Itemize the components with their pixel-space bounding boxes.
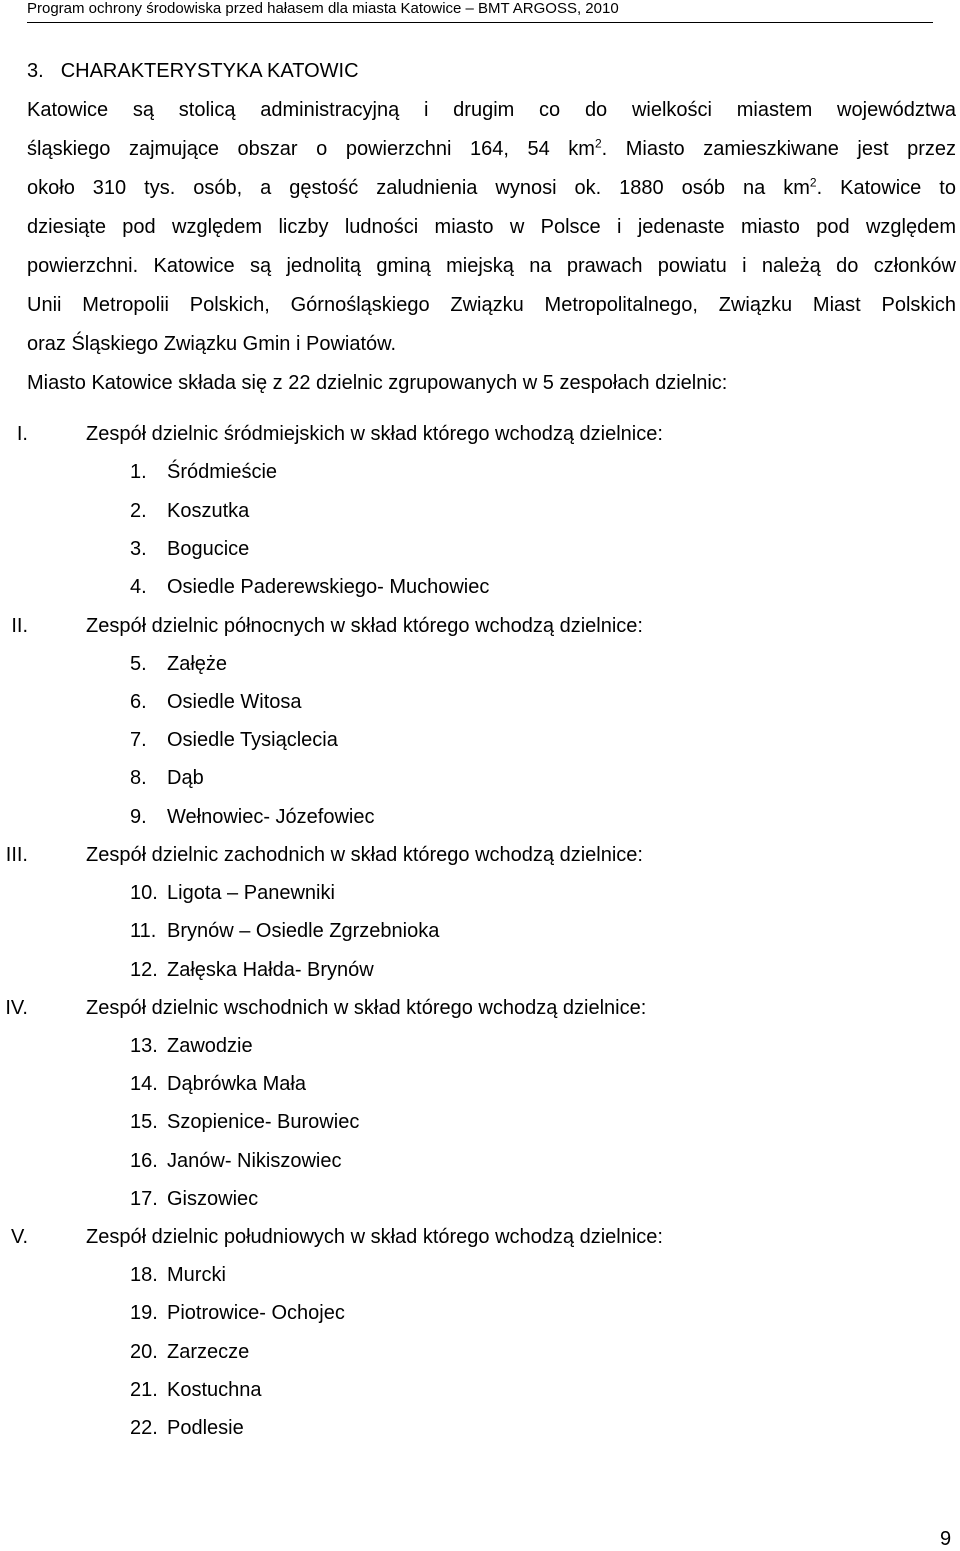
list-item: 15. Szopienice- Burowiec xyxy=(130,1111,360,1133)
paragraph-line: około 310 tys. osób, a gęstość zaludnienia wynosi ok. 1880 osób na $km^2$. Katowice to xyxy=(27,175,956,199)
list-item: 20. Zarzecze xyxy=(130,1341,250,1363)
list-item: 13. Zawodzie xyxy=(130,1035,253,1057)
paragraph-line: Unii Metropolii Polskich, Górnośląskiego Związku Metropolitalnego, Związku Miast Polskich xyxy=(27,294,956,316)
section-heading xyxy=(27,59,359,83)
list-item: 7. Osiedle Tysiąclecia xyxy=(130,729,338,751)
header-rule xyxy=(27,22,933,23)
list-item: 6. Osiedle Witosa xyxy=(130,691,302,713)
zone-title: Zespół dzielnic zachodnich w skład którego wchodzą dzielnice: xyxy=(86,844,643,866)
section-title: CHARAKTERYSTYKA KATOWIC xyxy=(60,60,359,82)
zone-numeral: IV. xyxy=(5,997,28,1019)
zone-title: Zespół dzielnic śródmiejskich w skład którego wchodzą dzielnice: xyxy=(86,423,663,445)
list-item: 1. Śródmieście xyxy=(130,461,278,483)
zone-numeral: I. xyxy=(16,423,28,445)
section-number: 3. xyxy=(27,60,44,82)
list-item: 12. Załęska Hałda- Brynów xyxy=(130,959,374,981)
paragraph-line: powierzchni. Katowice są jednolitą gminą miejską na prawach powiatu i należą do członków xyxy=(27,255,956,277)
zone-title: Zespół dzielnic wschodnich w skład którego wchodzą dzielnice: xyxy=(86,997,647,1019)
list-item: 14. Dąbrówka Mała xyxy=(130,1073,306,1095)
superscript: 2 xyxy=(809,175,817,190)
zone-numeral: V. xyxy=(10,1226,28,1248)
paragraph-line: śląskiego zajmujące obszar o powierzchni 164, 54 $km^2$. Miasto zamieszkiwane jest przez xyxy=(27,136,957,160)
paragraph-line: oraz Śląskiego Związku Gmin i Powiatów. xyxy=(27,333,397,355)
list-item: 3. Bogucice xyxy=(130,538,250,560)
list-item: 18. Murcki xyxy=(130,1264,226,1286)
list-item: 17. Giszowiec xyxy=(130,1188,259,1210)
list-item: 22. Podlesie xyxy=(130,1417,244,1439)
paragraph-line: dziesiąte pod względem liczby ludności miasto w Polsce i jedenaste miasto pod względem xyxy=(27,216,956,238)
running-header: Program ochrony środowiska przed hałasem dla miasta Katowice – BMT ARGOSS, 2010 xyxy=(27,0,619,17)
superscript: 2 xyxy=(594,136,602,151)
zone-numeral: III. xyxy=(5,844,28,866)
list-item: 19. Piotrowice- Ochojec xyxy=(130,1302,345,1324)
list-item: 11. Brynów – Osiedle Zgrzebnioka xyxy=(130,920,440,942)
list-item: 21. Kostuchna xyxy=(130,1379,262,1401)
districts-intro: Miasto Katowice składa się z 22 dzielnic zgrupowanych w 5 zespołach dzielnic: xyxy=(27,372,728,394)
list-item: 4. Osiedle Paderewskiego- Muchowiec xyxy=(130,576,490,598)
zone-numeral: II. xyxy=(11,615,28,637)
zone-title: Zespół dzielnic północnych w skład którego wchodzą dzielnice: xyxy=(86,615,643,637)
list-item: 9. Wełnowiec- Józefowiec xyxy=(130,806,375,828)
list-item: 8. Dąb xyxy=(130,767,204,789)
list-item: 16. Janów- Nikiszowiec xyxy=(130,1150,342,1172)
zone-title: Zespół dzielnic południowych w skład którego wchodzą dzielnice: xyxy=(86,1226,663,1248)
paragraph-line: Katowice są stolicą administracyjną i drugim co do wielkości miastem województwa xyxy=(27,99,956,121)
list-item: 10. Ligota – Panewniki xyxy=(130,882,335,904)
page-number: 9 xyxy=(940,1528,952,1550)
list-item: 5. Załęże xyxy=(130,653,228,675)
list-item: 2. Koszutka xyxy=(130,500,250,522)
